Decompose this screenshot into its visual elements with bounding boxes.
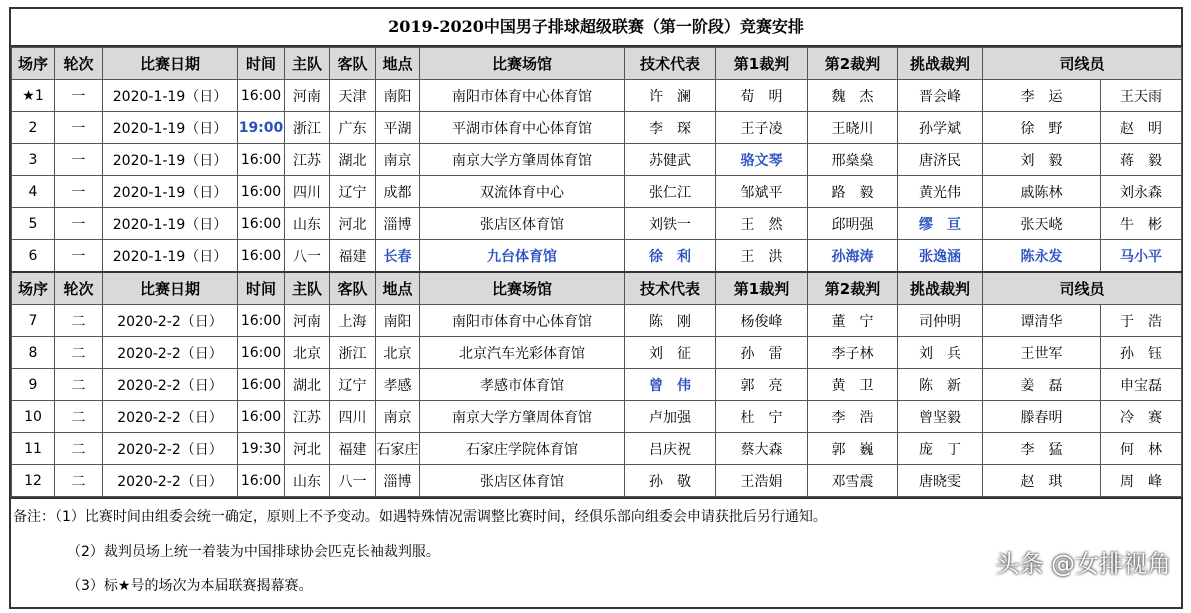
note-1: 备注：（1）比赛时间由组委会统一确定，原则上不予变动。如遇特殊情况需调整比赛时间，经俱乐部向组委会申请获批后另行通知。 [13, 509, 827, 525]
table-row [12, 337, 1182, 369]
column-header: 技术代表 [625, 272, 716, 305]
table-cell: 石家庄学院体育馆 [420, 433, 625, 465]
table-cell: 8 [12, 337, 55, 369]
schedule-table [11, 47, 1182, 497]
column-header: 地点 [376, 48, 420, 80]
table-row [12, 433, 1182, 465]
table-cell: 何 林 [1101, 433, 1182, 465]
column-header: 第2裁判 [808, 272, 898, 305]
table-row [12, 465, 1182, 497]
table-cell: 刘永森 [1101, 176, 1182, 208]
table-cell: 一 [55, 144, 103, 176]
table-cell: 孙海涛 [808, 240, 898, 273]
table-cell: 晋会峰 [898, 80, 983, 112]
table-cell: 16:00 [238, 208, 285, 240]
table-cell: 吕庆祝 [625, 433, 716, 465]
column-header: 地点 [376, 272, 420, 305]
table-cell: 四川 [330, 401, 376, 433]
table-row [12, 208, 1182, 240]
table-cell: 一 [55, 240, 103, 273]
table-cell: 2020-2-2（日） [103, 369, 238, 401]
table-cell: 曾坚毅 [898, 401, 983, 433]
table-row [12, 240, 1182, 273]
table-cell: 王世军 [983, 337, 1101, 369]
table-cell: 16:00 [238, 176, 285, 208]
table-cell: 李 浩 [808, 401, 898, 433]
table-cell: 淄博 [376, 208, 420, 240]
column-header: 客队 [330, 272, 376, 305]
table-cell: 3 [12, 144, 55, 176]
column-header: 第1裁判 [716, 48, 808, 80]
table-cell: 12 [12, 465, 55, 497]
column-header: 客队 [330, 48, 376, 80]
column-header: 比赛日期 [103, 272, 238, 305]
table-cell: 一 [55, 112, 103, 144]
table-cell: 陈永发 [983, 240, 1101, 273]
table-cell: 刘铁一 [625, 208, 716, 240]
table-cell: 石家庄 [376, 433, 420, 465]
table-cell: 孙 敬 [625, 465, 716, 497]
table-cell: 双流体育中心 [420, 176, 625, 208]
table-cell: 缪 亘 [898, 208, 983, 240]
note-2: （2）裁判员场上统一着装为中国排球协会匹克长袖裁判服。 [67, 544, 440, 560]
table-cell: 10 [12, 401, 55, 433]
column-header: 场序 [12, 272, 55, 305]
table-row [12, 176, 1182, 208]
table-cell: 16:00 [238, 337, 285, 369]
table-cell: 南京 [376, 144, 420, 176]
table-cell: 2020-1-19（日） [103, 112, 238, 144]
table-cell: 李 猛 [983, 433, 1101, 465]
table-cell: 邱明强 [808, 208, 898, 240]
table-cell: 福建 [330, 433, 376, 465]
page-title: 2019-2020中国男子排球超级联赛（第一阶段）竞赛安排 [11, 9, 1181, 47]
column-header: 比赛场馆 [420, 48, 625, 80]
table-cell: 天津 [330, 80, 376, 112]
table-cell: 马小平 [1101, 240, 1182, 273]
table-cell: 19:30 [238, 433, 285, 465]
table-cell: 董 宁 [808, 305, 898, 337]
table-cell: 徐 野 [983, 112, 1101, 144]
table-cell: 2020-1-19（日） [103, 176, 238, 208]
table-cell: 16:00 [238, 144, 285, 176]
table-cell: 谭清华 [983, 305, 1101, 337]
table-cell: 广东 [330, 112, 376, 144]
column-header: 主队 [285, 48, 330, 80]
table-cell: 浙江 [285, 112, 330, 144]
table-cell: 王 然 [716, 208, 808, 240]
table-cell: 南阳 [376, 80, 420, 112]
table-cell: 2020-1-19（日） [103, 144, 238, 176]
table-cell: 刘 毅 [983, 144, 1101, 176]
table-cell: 南京大学方肇周体育馆 [420, 144, 625, 176]
table-row [12, 401, 1182, 433]
table-cell: 荀 明 [716, 80, 808, 112]
table-cell: 湖北 [285, 369, 330, 401]
table-cell: 7 [12, 305, 55, 337]
table-cell: 福建 [330, 240, 376, 273]
column-header: 挑战裁判 [898, 272, 983, 305]
table-cell: 王天雨 [1101, 80, 1182, 112]
table-cell: 11 [12, 433, 55, 465]
table-cell: 二 [55, 305, 103, 337]
column-header: 技术代表 [625, 48, 716, 80]
table-cell: 王浩娟 [716, 465, 808, 497]
table-cell: 于 浩 [1101, 305, 1182, 337]
table-cell: 北京 [376, 337, 420, 369]
table-cell: 二 [55, 433, 103, 465]
table-cell: 唐济民 [898, 144, 983, 176]
table-cell: 南京大学方肇周体育馆 [420, 401, 625, 433]
table-cell: 河北 [330, 208, 376, 240]
column-header: 第1裁判 [716, 272, 808, 305]
table-cell: 16:00 [238, 369, 285, 401]
table-cell: 孙学斌 [898, 112, 983, 144]
table-row [12, 112, 1182, 144]
table-cell: 一 [55, 208, 103, 240]
table-cell: 蔡大森 [716, 433, 808, 465]
table-cell: 二 [55, 465, 103, 497]
table-cell: 2020-2-2（日） [103, 305, 238, 337]
table-cell: 周 峰 [1101, 465, 1182, 497]
table-cell: 4 [12, 176, 55, 208]
table-cell: 北京汽车光彩体育馆 [420, 337, 625, 369]
table-cell: 成都 [376, 176, 420, 208]
table-cell: 许 澜 [625, 80, 716, 112]
table-cell: 邹斌平 [716, 176, 808, 208]
table-cell: 孝感 [376, 369, 420, 401]
table-cell: 辽宁 [330, 369, 376, 401]
column-header: 场序 [12, 48, 55, 80]
table-cell: 张天峣 [983, 208, 1101, 240]
table-cell: 16:00 [238, 465, 285, 497]
table-cell: 张店区体育馆 [420, 208, 625, 240]
table-cell: 张仁江 [625, 176, 716, 208]
table-cell: 徐 利 [625, 240, 716, 273]
table-cell: 杜 宁 [716, 401, 808, 433]
table-cell: 魏 杰 [808, 80, 898, 112]
table-cell: 王晓川 [808, 112, 898, 144]
notes [11, 497, 1181, 594]
table-cell: 河南 [285, 305, 330, 337]
table-cell: 平湖市体育中心体育馆 [420, 112, 625, 144]
table-cell: 申宝磊 [1101, 369, 1182, 401]
table-cell: 八一 [330, 465, 376, 497]
table-row [12, 144, 1182, 176]
table-cell: 16:00 [238, 401, 285, 433]
table-cell: 陈 新 [898, 369, 983, 401]
table-cell: 南京 [376, 401, 420, 433]
table-cell: 李子林 [808, 337, 898, 369]
table-cell: 郭 亮 [716, 369, 808, 401]
column-header: 司线员 [983, 272, 1182, 305]
column-header: 司线员 [983, 48, 1182, 80]
table-cell: 骆文琴 [716, 144, 808, 176]
table-cell: 黄光伟 [898, 176, 983, 208]
table-cell: 河北 [285, 433, 330, 465]
table-cell: ★1 [12, 80, 55, 112]
table-row [12, 80, 1182, 112]
table-cell: 王子凌 [716, 112, 808, 144]
table-cell: 苏健武 [625, 144, 716, 176]
table-cell: 湖北 [330, 144, 376, 176]
table-cell: 路 毅 [808, 176, 898, 208]
table-cell: 北京 [285, 337, 330, 369]
table-cell: 江苏 [285, 401, 330, 433]
table-row [12, 369, 1182, 401]
table-cell: 2020-1-19（日） [103, 240, 238, 273]
table-cell: 郭 巍 [808, 433, 898, 465]
column-header: 比赛场馆 [420, 272, 625, 305]
table-cell: 一 [55, 176, 103, 208]
column-header: 时间 [238, 272, 285, 305]
table-cell: 司仲明 [898, 305, 983, 337]
table-cell: 杨俊峰 [716, 305, 808, 337]
table-cell: 2020-2-2（日） [103, 337, 238, 369]
table-cell: 平湖 [376, 112, 420, 144]
schedule-body [12, 48, 1182, 497]
table-cell: 19:00 [238, 112, 285, 144]
watermark: 头条 @女排视角 [995, 550, 1171, 578]
table-cell: 2020-1-19（日） [103, 208, 238, 240]
table-cell: 姜 磊 [983, 369, 1101, 401]
table-cell: 2020-1-19（日） [103, 80, 238, 112]
table-cell: 卢加强 [625, 401, 716, 433]
table-cell: 滕春明 [983, 401, 1101, 433]
table-cell: 四川 [285, 176, 330, 208]
table-cell: 邢燊燊 [808, 144, 898, 176]
table-cell: 曾 伟 [625, 369, 716, 401]
table-cell: 李 琛 [625, 112, 716, 144]
table-cell: 孝感市体育馆 [420, 369, 625, 401]
column-header: 轮次 [55, 272, 103, 305]
table-cell: 二 [55, 401, 103, 433]
table-cell: 长春 [376, 240, 420, 273]
table-cell: 九台体育馆 [420, 240, 625, 273]
table-cell: 2 [12, 112, 55, 144]
header-row [12, 272, 1182, 305]
table-cell: 蒋 毅 [1101, 144, 1182, 176]
table-cell: 淄博 [376, 465, 420, 497]
table-cell: 孙 钰 [1101, 337, 1182, 369]
table-cell: 牛 彬 [1101, 208, 1182, 240]
table-cell: 南阳市体育中心体育馆 [420, 80, 625, 112]
table-cell: 9 [12, 369, 55, 401]
table-cell: 刘 征 [625, 337, 716, 369]
column-header: 轮次 [55, 48, 103, 80]
table-cell: 张逸涵 [898, 240, 983, 273]
table-cell: 山东 [285, 208, 330, 240]
table-cell: 辽宁 [330, 176, 376, 208]
table-cell: 邓雪震 [808, 465, 898, 497]
table-cell: 南阳 [376, 305, 420, 337]
column-header: 挑战裁判 [898, 48, 983, 80]
table-cell: 浙江 [330, 337, 376, 369]
table-cell: 八一 [285, 240, 330, 273]
note-3: （3）标★号的场次为本届联赛揭幕赛。 [67, 578, 313, 594]
table-cell: 上海 [330, 305, 376, 337]
table-cell: 2020-2-2（日） [103, 465, 238, 497]
table-cell: 河南 [285, 80, 330, 112]
table-cell: 刘 兵 [898, 337, 983, 369]
table-cell: 二 [55, 337, 103, 369]
table-cell: 张店区体育馆 [420, 465, 625, 497]
table-cell: 李 运 [983, 80, 1101, 112]
column-header: 时间 [238, 48, 285, 80]
column-header: 第2裁判 [808, 48, 898, 80]
table-cell: 南阳市体育中心体育馆 [420, 305, 625, 337]
column-header: 比赛日期 [103, 48, 238, 80]
table-cell: 5 [12, 208, 55, 240]
table-cell: 二 [55, 369, 103, 401]
table-cell: 16:00 [238, 240, 285, 273]
table-cell: 6 [12, 240, 55, 273]
table-cell: 陈 刚 [625, 305, 716, 337]
table-cell: 2020-2-2（日） [103, 401, 238, 433]
table-cell: 16:00 [238, 305, 285, 337]
table-cell: 庞 丁 [898, 433, 983, 465]
table-cell: 一 [55, 80, 103, 112]
table-cell: 山东 [285, 465, 330, 497]
table-cell: 16:00 [238, 80, 285, 112]
table-cell: 王 洪 [716, 240, 808, 273]
table-cell: 唐晓雯 [898, 465, 983, 497]
table-cell: 赵 明 [1101, 112, 1182, 144]
table-row [12, 305, 1182, 337]
table-cell: 黄 卫 [808, 369, 898, 401]
table-cell: 戚陈林 [983, 176, 1101, 208]
header-row [12, 48, 1182, 80]
table-cell: 孙 雷 [716, 337, 808, 369]
table-cell: 江苏 [285, 144, 330, 176]
table-cell: 赵 琪 [983, 465, 1101, 497]
schedule-sheet [9, 7, 1183, 609]
table-cell: 2020-2-2（日） [103, 433, 238, 465]
column-header: 主队 [285, 272, 330, 305]
table-cell: 冷 赛 [1101, 401, 1182, 433]
